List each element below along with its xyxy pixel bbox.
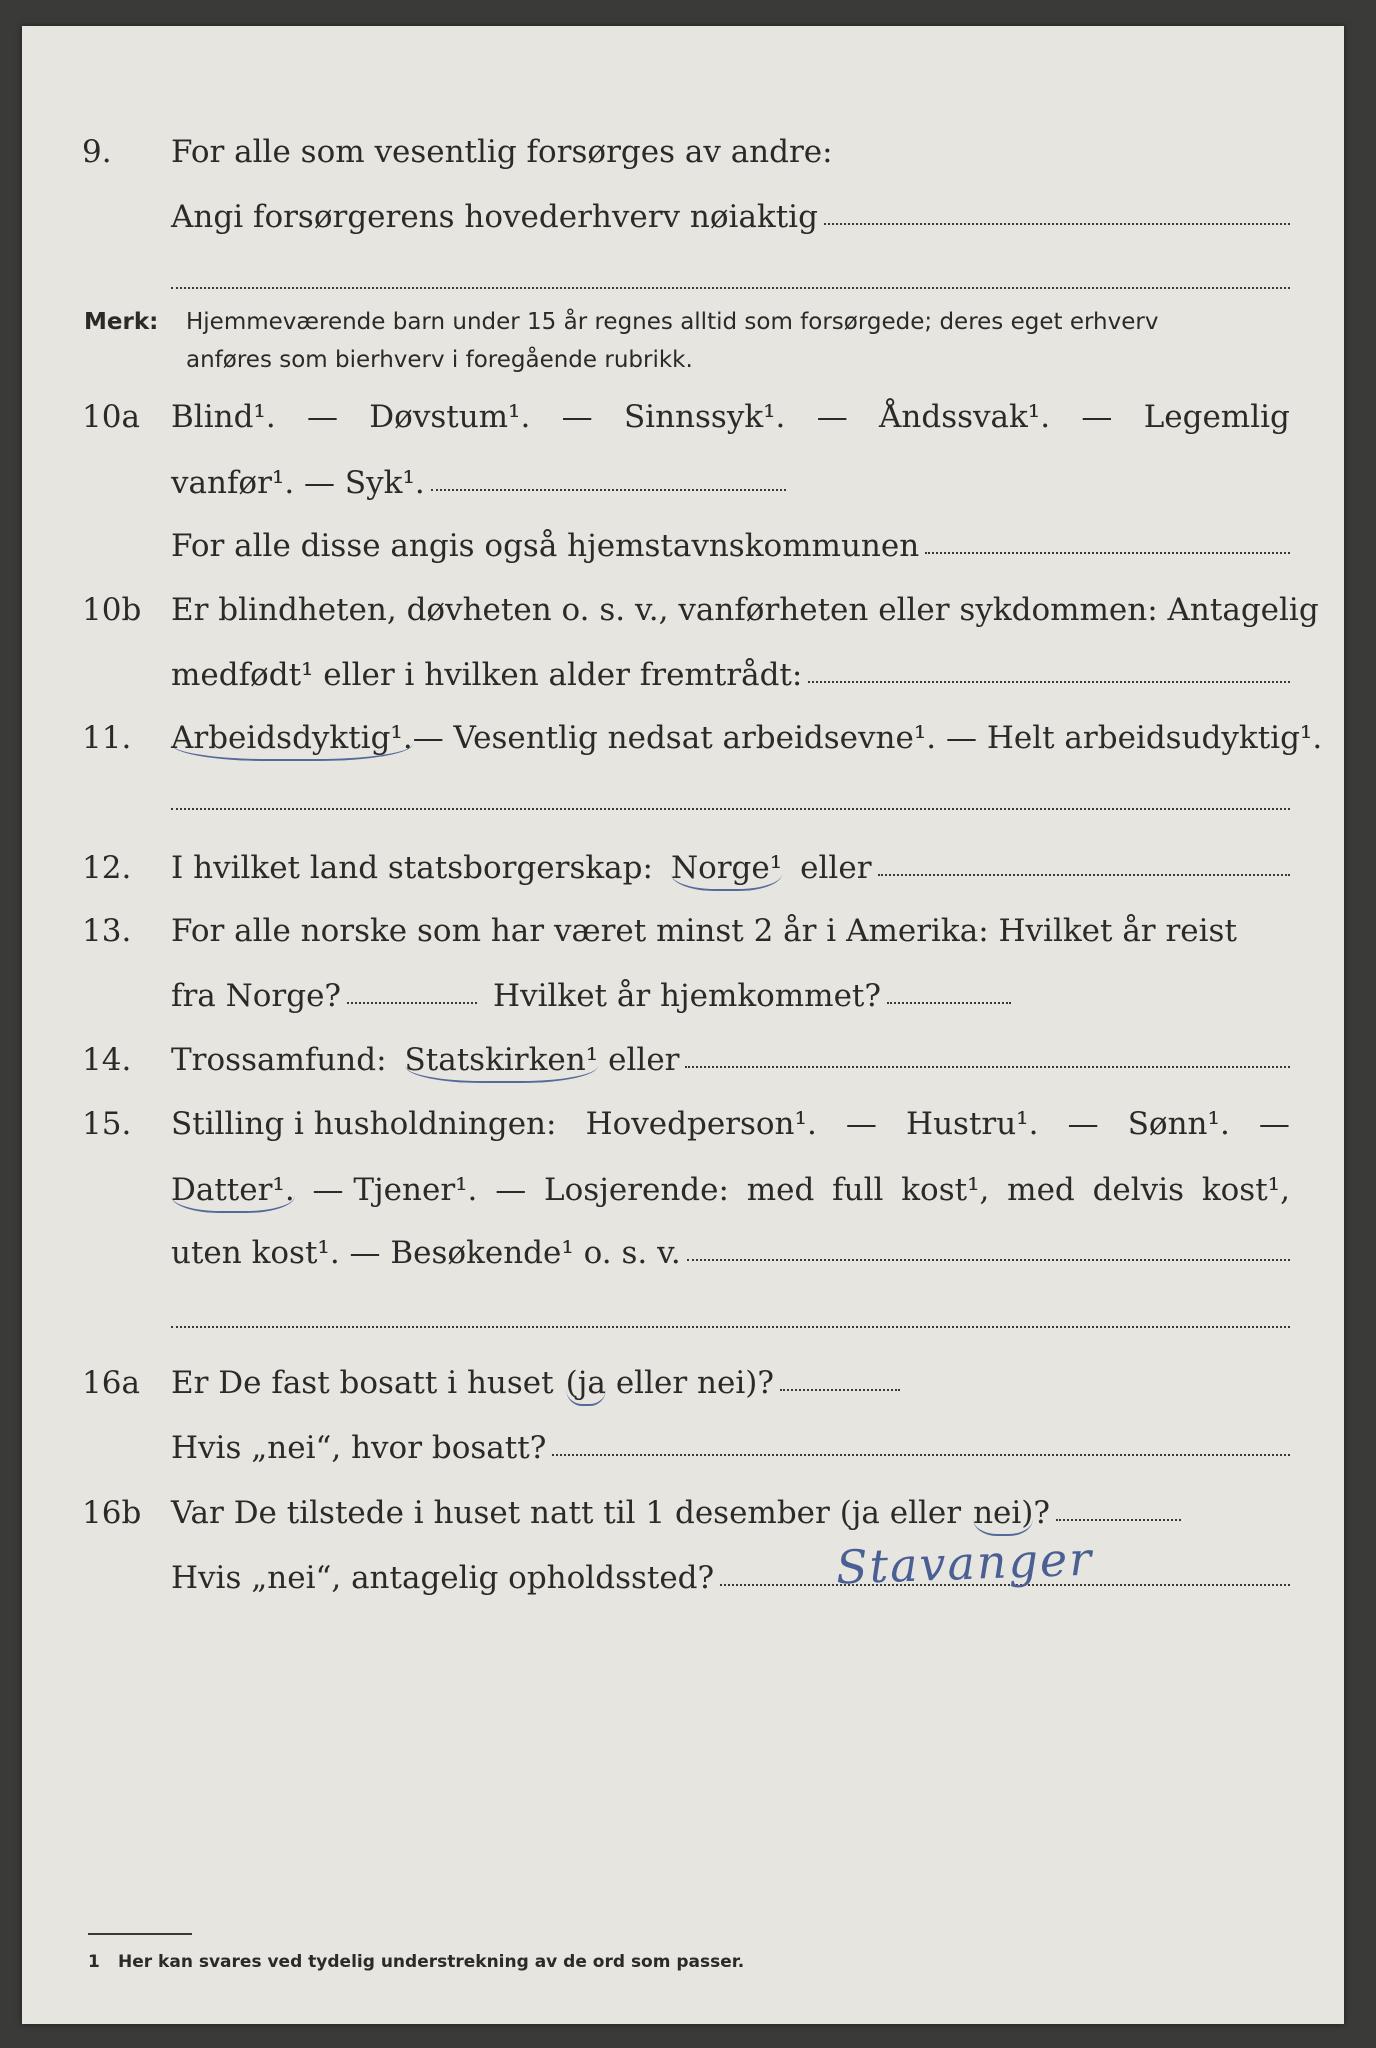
q11-line1 [0, 718, 1376, 758]
q10a-line1 [0, 397, 1376, 437]
merk-text-2: anføres som bierhverv i foregående rubrikk. [186, 347, 693, 373]
q12-answer-field[interactable] [878, 874, 1290, 876]
q15-opt-tjener[interactable]: — Tjener¹. [312, 1172, 478, 1208]
q10a-hjemstavn-prompt: For alle disse angis også hjemstavnskommunen [171, 528, 920, 564]
q12-eller: eller [800, 850, 872, 886]
q10a-dash: — [816, 399, 848, 435]
q10a-line3 [0, 526, 1376, 566]
q16b-question-mark: ? [1033, 1495, 1051, 1531]
q15-answer-field[interactable] [687, 1259, 1290, 1261]
q13-reist-prompt: fra Norge? [171, 978, 342, 1014]
merk-text-1: Hjemmeværende barn under 15 år regnes alltid som forsørgede; deres eget erhverv [186, 309, 1159, 335]
q12-opt-norge[interactable]: Norge¹ [671, 848, 782, 891]
footnote-text: Her kan svares ved tydelig understrekning av de ord som passer. [118, 1952, 745, 1972]
merk-label: Merk: [84, 309, 159, 335]
q15-word[interactable]: kost¹, [901, 1172, 990, 1208]
q15-word[interactable]: full [832, 1172, 884, 1208]
q12-prompt: I hvilket land statsborgerskap: [171, 850, 653, 886]
q9-line1 [0, 132, 1376, 172]
q10b-number: 10b [82, 592, 142, 628]
q14-number: 14. [82, 1042, 132, 1078]
q10a-dash: — [1081, 399, 1113, 435]
q16a-prompt: Er De fast bosatt i huset [171, 1365, 554, 1401]
q15-losjerende-label: Losjerende: [544, 1172, 729, 1208]
q15-opt-uten-kost-besokende[interactable]: uten kost¹. — Besøkende¹ o. s. v. [171, 1235, 681, 1271]
q10a-opt-dovstum[interactable]: Døvstum¹. [369, 399, 531, 435]
q10b-answer-field[interactable] [808, 681, 1290, 683]
q10a-number: 10a [82, 399, 140, 435]
q16a-line2 [0, 1428, 1376, 1468]
q13-line1 [0, 911, 1376, 951]
q13-hjemkommet-field[interactable] [887, 1002, 1011, 1004]
q15-opt-hovedperson[interactable]: Hovedperson¹. [585, 1106, 817, 1142]
q10a-hjemstavn-field[interactable] [925, 552, 1290, 554]
footnote-rule [88, 1933, 192, 1935]
q16b-answer-field[interactable] [1056, 1519, 1181, 1521]
q12-line1 [0, 848, 1376, 888]
q10b-line2 [0, 655, 1376, 695]
q16a-opt-ja[interactable]: (ja [566, 1363, 606, 1406]
q15-dash: — [495, 1172, 527, 1208]
q15-dash: — [1067, 1106, 1099, 1142]
q13-hjemkommet-prompt: Hvilket år hjemkommet? [493, 978, 882, 1014]
q15-opt-sonn[interactable]: Sønn¹. [1127, 1106, 1230, 1142]
q16a-line1 [0, 1363, 1376, 1403]
q10a-opt-andssvak[interactable]: Åndssvak¹. [879, 399, 1051, 435]
q16b-handwritten-answer: Stavanger [835, 1531, 1094, 1595]
q10b-prompt: medfødt¹ eller i hvilken alder fremtrådt: [171, 657, 803, 693]
q16a-bosatt-prompt: Hvis „nei“, hvor bosatt? [171, 1430, 547, 1466]
q10b-line1 [0, 590, 1376, 630]
q16b-number: 16b [82, 1495, 142, 1531]
q9-text: For alle som vesentlig forsørges av andre: [171, 134, 833, 170]
q10a-syk-field[interactable] [431, 489, 786, 491]
q9-answer-field[interactable] [824, 223, 1290, 225]
merk-line2 [0, 340, 1376, 380]
q9-prompt: Angi forsørgerens hovederhverv nøiaktig [171, 199, 818, 235]
q11-number: 11. [82, 720, 132, 756]
footnote-mark: 1 [88, 1952, 100, 1972]
q16a-bosatt-field[interactable] [552, 1454, 1290, 1456]
q16b-prompt: Var De tilstede i huset natt til 1 desember (ja eller [171, 1495, 962, 1531]
q12-number: 12. [82, 850, 132, 886]
q11-answer-line[interactable] [171, 808, 1290, 810]
q13-line2 [0, 976, 1376, 1016]
q10a-opt-vanfor-syk[interactable]: vanfør¹. — Syk¹. [171, 465, 425, 501]
q15-answer-line2[interactable] [171, 1326, 1290, 1328]
q16b-line2 [0, 1558, 1376, 1598]
q16a-answer-field[interactable] [780, 1389, 900, 1391]
q14-opt-statskirken[interactable]: Statskirken¹ [405, 1040, 599, 1083]
q15-word[interactable]: kost¹, [1201, 1172, 1290, 1208]
q15-opt-datter[interactable]: Datter¹. [171, 1170, 295, 1213]
q15-number: 15. [82, 1106, 132, 1142]
q16b-opt-nei[interactable]: nei) [973, 1493, 1033, 1536]
q15-line1 [0, 1104, 1376, 1144]
merk-line1 [0, 302, 1376, 342]
q15-line3 [0, 1233, 1376, 1273]
q16a-number: 16a [82, 1365, 140, 1401]
q16b-opholdssted-prompt: Hvis „nei“, antagelig opholdssted? [171, 1560, 715, 1596]
q15-dash: — [845, 1106, 877, 1142]
q10a-opt-blind[interactable]: Blind¹. [171, 399, 276, 435]
q15-word[interactable]: med [1007, 1172, 1075, 1208]
q15-prompt: Stilling i husholdningen: [171, 1106, 557, 1142]
footnote [88, 1952, 745, 1972]
q11-opt-arbeidsdyktig[interactable]: Arbeidsdyktig¹. [171, 718, 413, 761]
q10a-dash: — [561, 399, 593, 435]
q15-line2 [0, 1170, 1376, 1210]
q9-number: 9. [82, 134, 112, 170]
q14-eller: eller [608, 1042, 680, 1078]
q15-word[interactable]: med [746, 1172, 815, 1208]
q10b-text: Er blindheten, døvheten o. s. v., vanførheten eller sykdommen: Antagelig [171, 592, 1319, 628]
q9-line2 [0, 197, 1376, 237]
q15-opt-hustru[interactable]: Hustru¹. [906, 1106, 1039, 1142]
q16a-opt-nei[interactable]: eller nei)? [615, 1365, 774, 1401]
q10a-opt-sinnssyk[interactable]: Sinnssyk¹. [623, 399, 786, 435]
q10a-dash: — [307, 399, 338, 435]
q13-reist-field[interactable] [347, 1002, 477, 1004]
q14-line1 [0, 1040, 1376, 1080]
q14-answer-field[interactable] [685, 1066, 1290, 1068]
q15-dash: — [1258, 1106, 1290, 1142]
q10a-opt-legemlig[interactable]: Legemlig [1143, 399, 1290, 435]
q13-text: For alle norske som har været minst 2 år i Amerika: Hvilket år reist [171, 913, 1237, 949]
q15-word[interactable]: delvis [1092, 1172, 1185, 1208]
q13-number: 13. [82, 913, 132, 949]
q9-answer-line2[interactable] [171, 287, 1290, 289]
q11-opt-rest[interactable]: — Vesentlig nedsat arbeidsevne¹. — Helt arbeidsudyktig¹. [412, 720, 1323, 756]
q14-prompt: Trossamfund: [171, 1042, 387, 1078]
q10a-line2 [0, 463, 1376, 503]
q16b-line1 [0, 1493, 1376, 1533]
